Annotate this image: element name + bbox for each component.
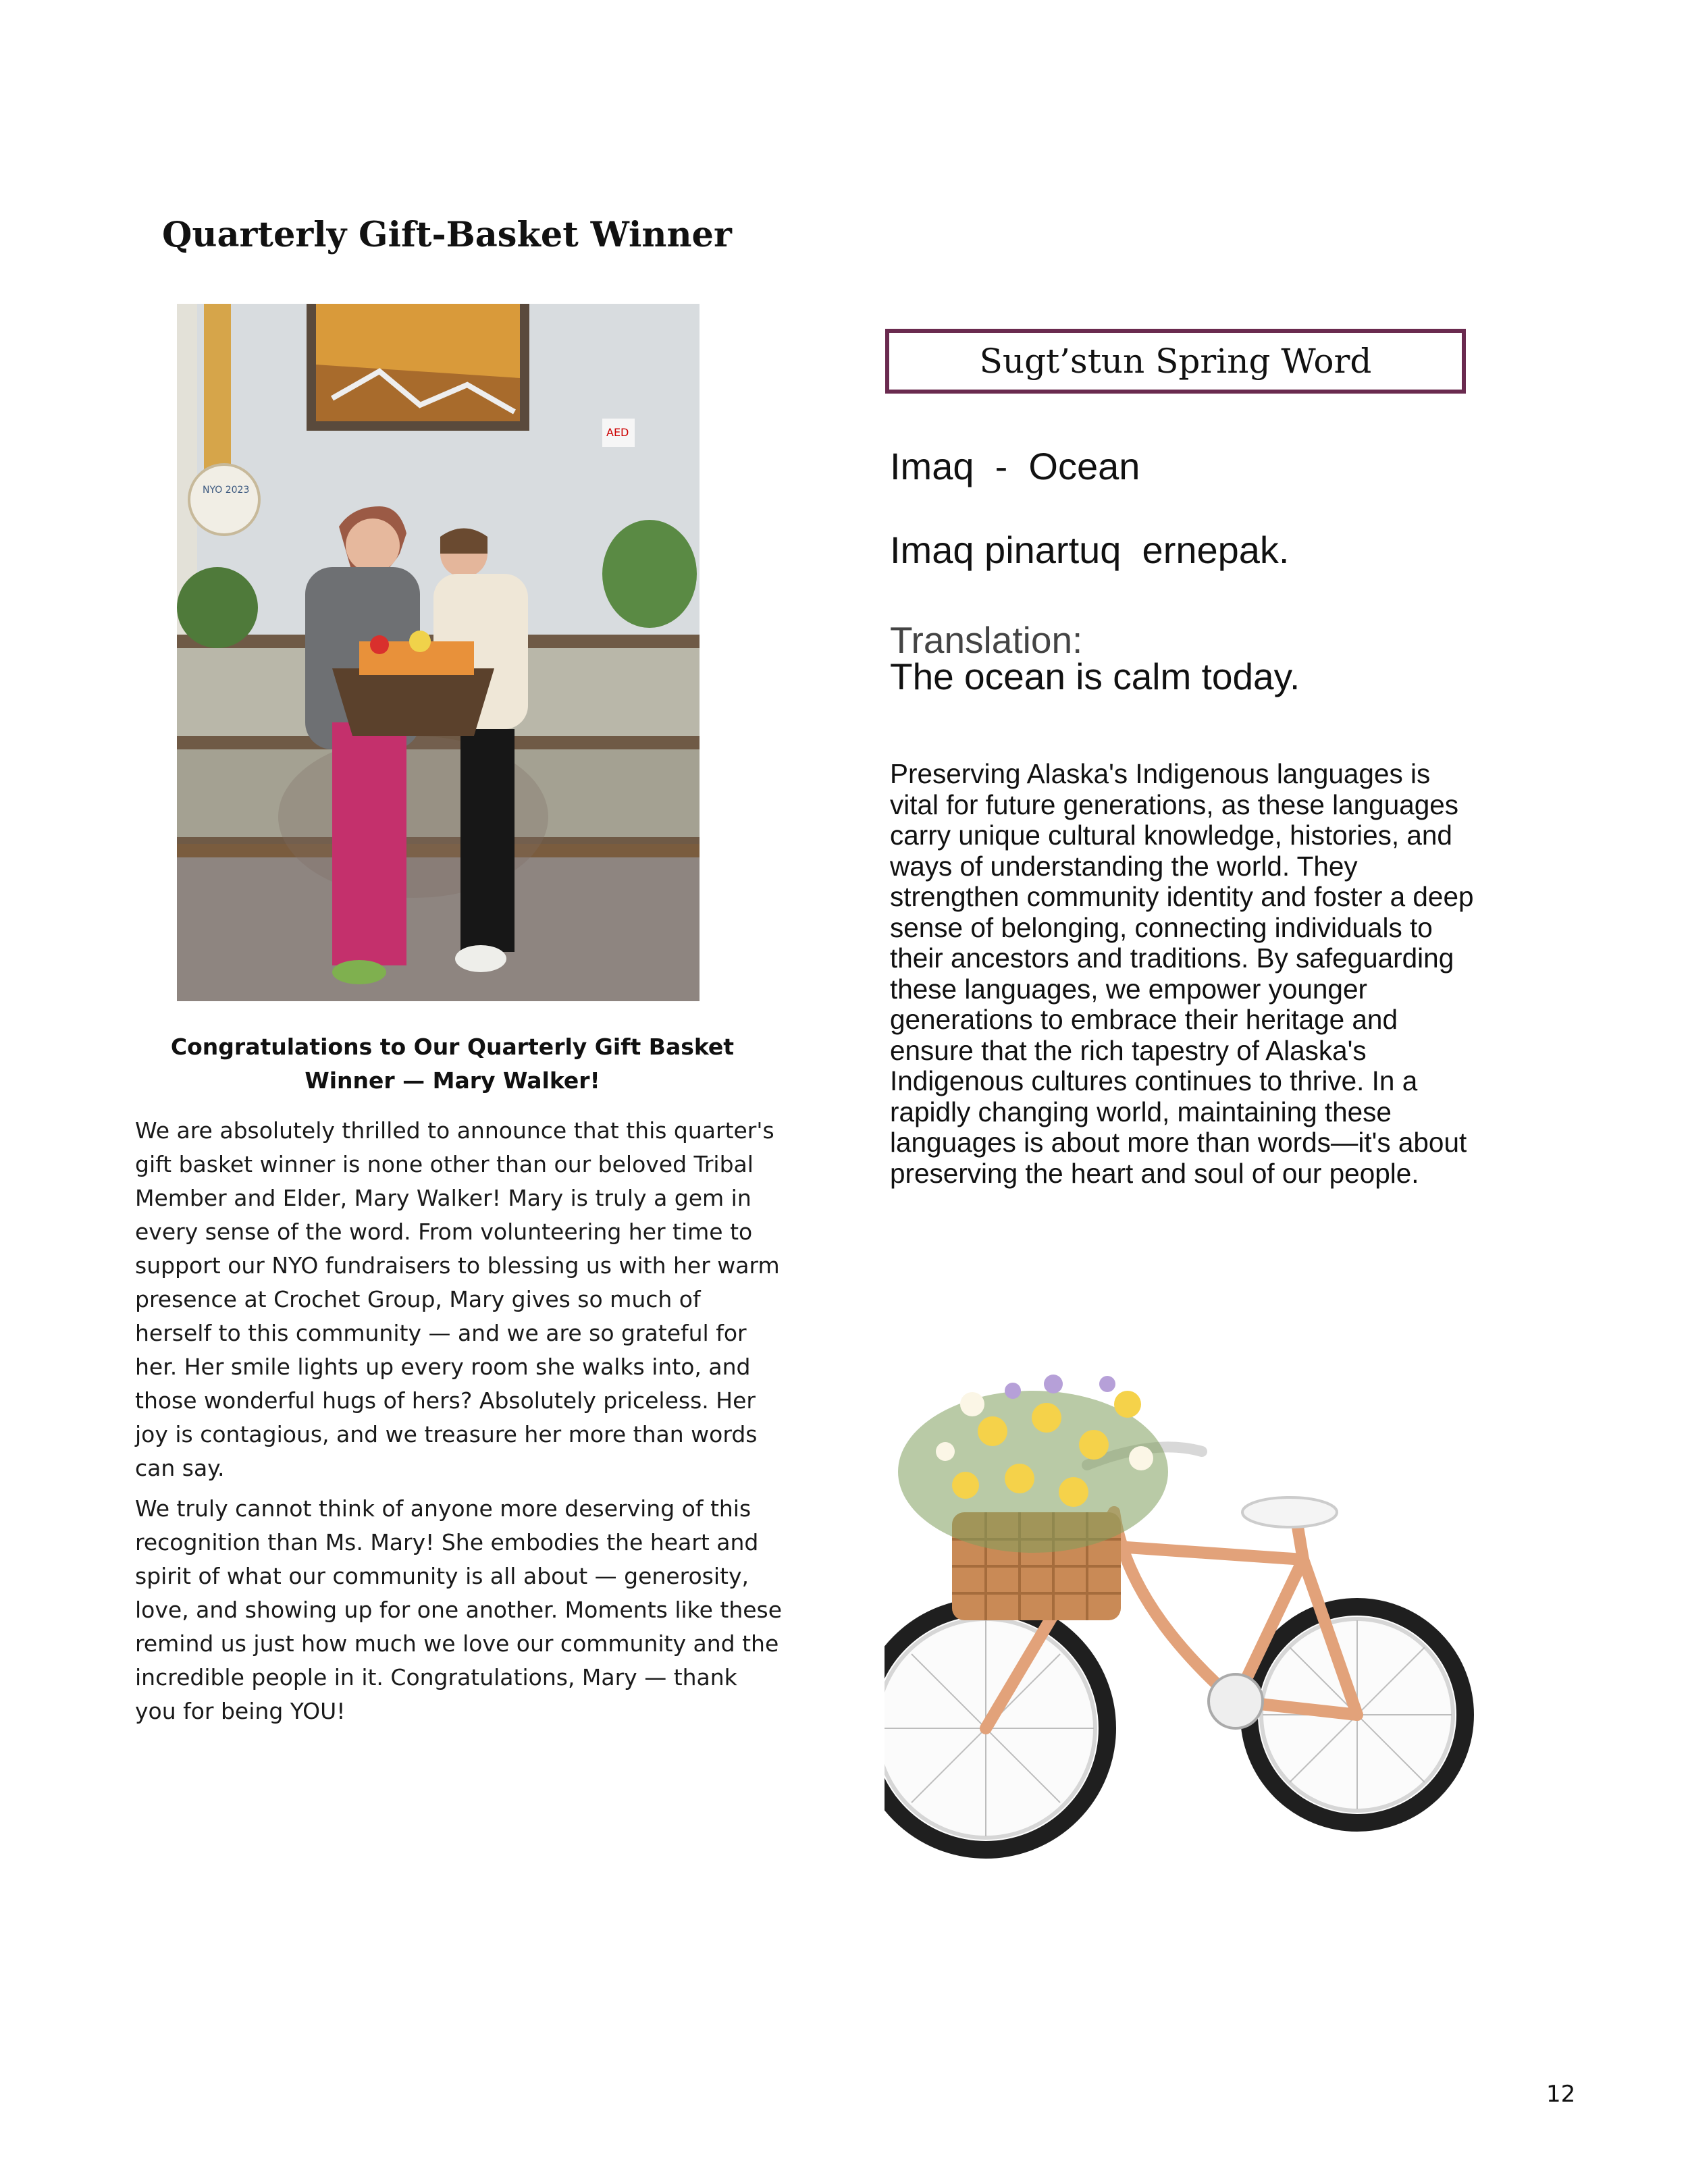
section-heading: Quarterly Gift-Basket Winner <box>162 215 732 255</box>
winner-photo <box>177 304 700 1001</box>
aed-sign-text: AED <box>606 426 629 439</box>
translation-text: The ocean is calm today. <box>890 656 1300 697</box>
spring-word: Imaq - Ocean <box>890 445 1140 487</box>
language-paragraph: Preserving Alaska's Indigenous languages is vital for future generations, as these languages carry unique cultural knowledge, histories, and ways of understanding the world. They strengthen community identity and foster a deep sense of belonging, connecting individuals to their ancestors and traditions. By safeguarding these languages, we empower younger generations to embrace their heritage and ensure that the rich tapestry of Alaska's Indigenous cultures continues to thrive. In a rapidly changing world, maintaining these languages is about more than words—it's about preserving the heart and soul of our people. <box>890 758 1474 1189</box>
article-paragraph-2: We truly cannot think of anyone more deserving of this recognition than Ms. Mary! She embodies the heart and spirit of what our community is all about — generosity, love, and showing up for one another. Moments like these remind us just how much we love our community and the incredible people in it. Congratulations, Mary — thank you for being YOU! <box>135 1495 783 1724</box>
bicycle-illustration <box>885 1310 1506 1904</box>
translation-label: Translation: <box>890 619 1083 661</box>
spring-word-sentence: Imaq pinartuq ernepak. <box>890 529 1290 571</box>
spring-word-title: Sugt’stun Spring Word <box>979 342 1372 381</box>
photo-caption: Congratulations to Our Quarterly Gift Basket Winner — Mary Walker! <box>170 1034 735 1094</box>
article-paragraph-1: We are absolutely thrilled to announce that this quarter's gift basket winner is none other than our beloved Tribal Member and Elder, Mary Walker! Mary is truly a gem in every sense of the word. From volunteering her time to support our NYO fundraisers to blessing us with her warm presence at Crochet Group, Mary gives so much of herself to this community — and we are so grateful for her. Her smile lights up every room she walks into, and those wonderful hugs of hers? Absolutely priceless. Her joy is contagious, and we treasure her more than words can say. <box>135 1117 780 1481</box>
winner-article <box>135 1114 783 1735</box>
nyo-sign-text: NYO 2023 <box>203 485 250 496</box>
page-number: 12 <box>1546 2081 1576 2108</box>
spring-word-title-box <box>885 329 1466 394</box>
